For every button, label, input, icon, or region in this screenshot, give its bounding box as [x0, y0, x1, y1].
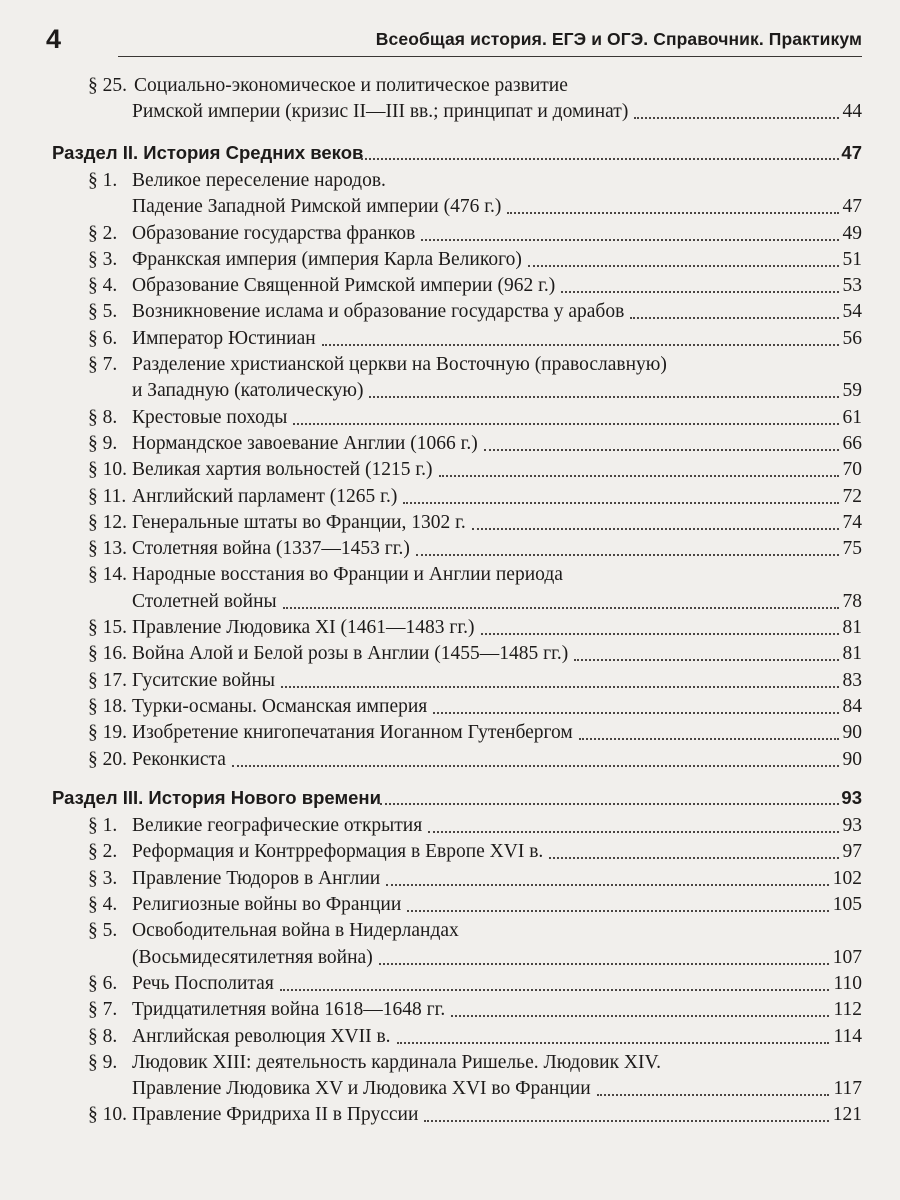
- dot-leader: [281, 668, 838, 694]
- dot-leader: [421, 221, 838, 247]
- page-ref: 110: [833, 972, 862, 994]
- entry-title: Римской империи (кризис II—III вв.; принципат и доминат): [132, 101, 629, 123]
- section-number: § 6.: [88, 972, 118, 994]
- page-ref: 74: [842, 511, 862, 533]
- section-number: § 7.: [88, 999, 118, 1021]
- page-ref: 97: [842, 841, 862, 863]
- dot-leader: [481, 615, 839, 641]
- dot-leader: [597, 1076, 830, 1102]
- dot-leader: [561, 273, 838, 299]
- dot-leader: [428, 813, 838, 839]
- toc-entry: [0, 1102, 900, 1128]
- toc-entry: [0, 747, 900, 773]
- section-number: § 6.: [88, 327, 118, 349]
- dot-leader: [397, 1024, 830, 1050]
- page-ref: 47: [842, 196, 862, 218]
- dot-leader: [451, 997, 829, 1023]
- entry-title: Император Юстиниан: [132, 327, 316, 349]
- entry-title: Генеральные штаты во Франции, 1302 г.: [132, 511, 466, 533]
- page-ref: 59: [842, 380, 862, 402]
- section-number: § 25.: [88, 75, 127, 96]
- entry-title: Правление Тюдоров в Англии: [132, 867, 381, 889]
- page-ref: 61: [842, 406, 862, 428]
- toc-entry: [0, 866, 900, 892]
- entry-title: Возникновение ислама и образование государства у арабов: [132, 301, 625, 323]
- section-number: § 17.: [88, 669, 127, 691]
- toc-entry: [0, 694, 900, 720]
- section-number: § 5.: [88, 301, 118, 323]
- section-number: § 9.: [88, 1051, 118, 1073]
- section-number: § 8.: [88, 406, 118, 428]
- section-number: § 9.: [88, 432, 118, 454]
- page-ref: 112: [833, 999, 862, 1021]
- entry-title: Речь Посполитая: [132, 972, 274, 994]
- dot-leader: [574, 641, 838, 667]
- toc-entry: [0, 99, 900, 125]
- page-ref: 53: [842, 275, 862, 297]
- part-heading: [0, 140, 900, 166]
- dot-leader: [322, 326, 839, 352]
- dot-leader: [380, 785, 838, 811]
- section-number: § 10.: [88, 459, 127, 481]
- section-number: § 7.: [88, 354, 118, 375]
- entry-title: Война Алой и Белой розы в Англии (1455—1485 гг.): [132, 643, 569, 665]
- toc-entry: [0, 457, 900, 483]
- toc-entry: [0, 615, 900, 641]
- section-number: § 1.: [88, 169, 118, 191]
- dot-leader: [407, 892, 828, 918]
- entry-title: Английский парламент (1265 г.): [132, 485, 398, 507]
- toc-entry: [0, 918, 900, 944]
- page-ref: 66: [842, 432, 862, 454]
- section-number: § 18.: [88, 695, 127, 717]
- toc-entry: [0, 247, 900, 273]
- entry-title: Образование государства франков: [132, 222, 416, 244]
- entry-title: Столетней войны: [132, 590, 277, 612]
- entry-title: Людовик XIII: деятельность кардинала Ришелье. Людовик XIV.: [132, 1051, 661, 1073]
- dot-leader: [549, 839, 838, 865]
- toc-entry: [0, 589, 900, 615]
- toc-entry: [0, 1076, 900, 1102]
- dot-leader: [507, 194, 838, 220]
- dot-leader: [439, 457, 839, 483]
- entry-title: Реконкиста: [132, 748, 226, 770]
- dot-leader: [634, 99, 838, 125]
- entry-title: Народные восстания во Франции и Англии периода: [132, 564, 563, 586]
- section-number: § 14.: [88, 564, 127, 586]
- page-ref: 78: [842, 590, 862, 612]
- header-rule: [118, 56, 862, 57]
- dot-leader: [472, 510, 839, 536]
- entry-title: Религиозные войны во Франции: [132, 894, 402, 915]
- page-ref: 70: [842, 459, 862, 481]
- page-ref: 93: [842, 815, 862, 837]
- section-number: § 20.: [88, 748, 127, 770]
- toc-entry: [0, 1050, 900, 1076]
- toc-entry: [0, 971, 900, 997]
- toc-entry: [0, 326, 900, 352]
- dot-leader: [528, 247, 839, 273]
- entry-title: Изобретение книгопечатания Иоганном Гутенбергом: [132, 722, 573, 744]
- entry-title: Великая хартия вольностей (1215 г.): [132, 459, 433, 481]
- section-number: § 1.: [88, 815, 118, 837]
- page-header: [0, 0, 900, 60]
- toc-entry: [0, 813, 900, 839]
- section-number: § 5.: [88, 920, 118, 942]
- page-ref: 54: [842, 301, 862, 323]
- page-ref: 90: [842, 722, 862, 744]
- page-ref: 49: [842, 222, 862, 244]
- entry-title: и Западную (католическую): [132, 380, 364, 402]
- section-number: § 2.: [88, 222, 118, 244]
- toc-entry: [0, 536, 900, 562]
- entry-title: Реформация и Контрреформация в Европе XVI в.: [132, 841, 544, 863]
- page-ref: 56: [842, 327, 862, 349]
- entry-title: Столетняя война (1337—1453 гг.): [132, 538, 410, 560]
- page-ref: 93: [841, 786, 862, 808]
- dot-leader: [361, 140, 838, 166]
- section-number: § 10.: [88, 1104, 127, 1126]
- page-ref: 51: [842, 248, 862, 270]
- page-ref: 47: [841, 141, 862, 163]
- dot-leader: [416, 536, 839, 562]
- toc-entry: [0, 484, 900, 510]
- page-ref: 72: [842, 485, 862, 507]
- entry-title: Великие географические открытия: [132, 815, 423, 837]
- running-title: Всеобщая история. ЕГЭ и ОГЭ. Справочник. Практикум: [375, 29, 862, 49]
- section-number: § 19.: [88, 722, 127, 744]
- entry-title: Великое переселение народов.: [132, 169, 386, 191]
- entry-title: Тридцатилетняя война 1618—1648 гг.: [132, 999, 446, 1021]
- dot-leader: [280, 971, 830, 997]
- dot-leader: [403, 484, 838, 510]
- entry-title: Социально-экономическое и политическое развитие: [134, 75, 568, 96]
- toc-entry: [0, 720, 900, 746]
- entry-title: Правление Людовика XI (1461—1483 гг.): [132, 617, 475, 638]
- page-ref: 114: [833, 1025, 862, 1047]
- toc-entry: [0, 73, 900, 99]
- dot-leader: [293, 405, 838, 431]
- dot-leader: [283, 589, 839, 615]
- toc-entry: [0, 273, 900, 299]
- toc-entry: [0, 1024, 900, 1050]
- page-ref: 90: [842, 748, 862, 770]
- dot-leader: [424, 1102, 828, 1128]
- section-number: § 13.: [88, 538, 127, 560]
- dot-leader: [386, 866, 829, 892]
- page-ref: 44: [842, 101, 862, 123]
- page-ref: 107: [832, 946, 862, 968]
- entry-title: Образование Священной Римской империи (962 г.): [132, 275, 556, 297]
- entry-title: Освободительная война в Нидерландах: [132, 920, 459, 942]
- entry-title: Правление Людовика XV и Людовика XVI во Франции: [132, 1078, 591, 1100]
- toc-entry: [0, 352, 900, 378]
- toc-entry: [0, 405, 900, 431]
- toc-entry: [0, 945, 900, 971]
- entry-title: Крестовые походы: [132, 406, 288, 428]
- section-number: § 3.: [88, 248, 118, 270]
- entry-title: (Восьмидесятилетняя война): [132, 946, 373, 968]
- toc-entry: [0, 997, 900, 1023]
- page-ref: 81: [842, 643, 862, 665]
- toc-entry: [0, 510, 900, 536]
- entry-title: Разделение христианской церкви на Восточную (православную): [132, 354, 667, 375]
- entry-title: Нормандское завоевание Англии (1066 г.): [132, 432, 478, 454]
- section-number: § 15.: [88, 617, 127, 638]
- toc-entry: [0, 641, 900, 667]
- entry-title: Турки-османы. Османская империя: [132, 695, 428, 717]
- page-ref: 121: [832, 1104, 862, 1126]
- dot-leader: [630, 299, 838, 325]
- toc-entry: [0, 221, 900, 247]
- entry-title: Падение Западной Римской империи (476 г.): [132, 196, 502, 218]
- dot-leader: [379, 945, 829, 971]
- section-number: § 16.: [88, 643, 127, 665]
- entry-title: Гуситские войны: [132, 669, 276, 691]
- part-heading: [0, 785, 900, 811]
- page-ref: 105: [832, 894, 862, 915]
- entry-title: Английская революция XVII в.: [132, 1025, 391, 1047]
- page-ref: 81: [842, 617, 862, 638]
- entry-title: Франкская империя (империя Карла Великого): [132, 248, 522, 270]
- toc-entry: [0, 168, 900, 194]
- toc-entry: [0, 892, 900, 918]
- dot-leader: [369, 378, 838, 404]
- part-title: Раздел III. История Нового времени: [52, 786, 381, 808]
- toc-entry: [0, 668, 900, 694]
- toc-entry: [0, 378, 900, 404]
- toc-entry: [0, 562, 900, 588]
- section-number: § 12.: [88, 511, 127, 533]
- dot-leader: [433, 694, 838, 720]
- page-ref: 75: [842, 538, 862, 560]
- section-number: § 4.: [88, 275, 118, 297]
- toc-entry: [0, 431, 900, 457]
- page-number: 4: [46, 24, 62, 54]
- section-number: § 2.: [88, 841, 118, 863]
- dot-leader: [579, 720, 839, 746]
- page-ref: 117: [833, 1078, 862, 1100]
- dot-leader: [232, 747, 839, 773]
- toc-entry: [0, 194, 900, 220]
- section-number: § 8.: [88, 1025, 118, 1047]
- part-title: Раздел II. История Средних веков: [52, 141, 364, 163]
- section-number: § 3.: [88, 867, 118, 889]
- toc-entry: [0, 299, 900, 325]
- dot-leader: [484, 431, 839, 457]
- entry-title: Правление Фридриха II в Пруссии: [132, 1104, 419, 1126]
- section-number: § 4.: [88, 894, 118, 915]
- section-number: § 11.: [88, 485, 127, 507]
- page-ref: 102: [832, 867, 862, 889]
- page-ref: 84: [842, 695, 862, 717]
- page-ref: 83: [842, 669, 862, 691]
- toc-entry: [0, 839, 900, 865]
